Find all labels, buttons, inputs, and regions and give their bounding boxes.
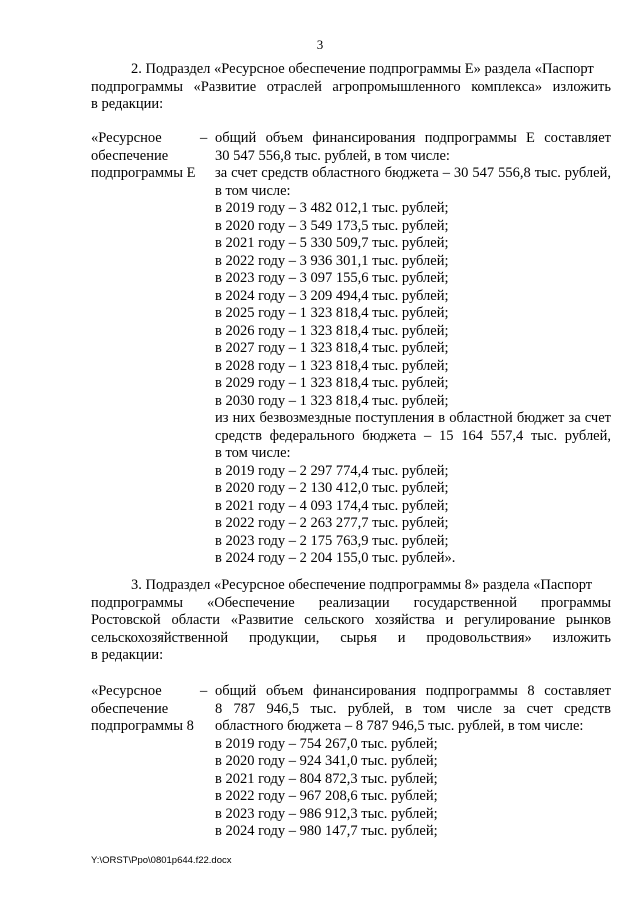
content-line: в 2020 году – 2 130 412,0 тыс. рублей; — [215, 480, 449, 496]
section3-intro-line: 3. Подраздел «Ресурсное обеспечение подпрограммы 8» раздела «Паспорт — [131, 577, 593, 593]
content-line: в 2022 году – 967 208,6 тыс. рублей; — [215, 788, 438, 804]
content-line: в 2019 году – 754 267,0 тыс. рублей; — [215, 735, 438, 752]
content-line: в 2022 году – 3 936 301,1 тыс. рублей; — [215, 252, 449, 269]
section2-intro-line: подпрограммы «Развитие отраслей агропромышленного комплекса» изложить — [91, 78, 611, 95]
section3-label-line: «Ресурсное — [91, 683, 162, 699]
section3-dash: – — [200, 683, 208, 699]
section2-intro-line: 2. Подраздел «Ресурсное обеспечение подпрограммы Е» раздела «Паспорт — [131, 61, 594, 77]
content-line: в том числе: — [215, 182, 291, 199]
section2-label-line: обеспечение — [91, 147, 169, 164]
content-line: в 2019 году – 3 482 012,1 тыс. рублей; — [215, 200, 449, 216]
content-line: в 2028 году – 1 323 818,4 тыс. рублей; — [215, 357, 449, 374]
content-line: 30 547 556,8 тыс. рублей, в том числе: — [215, 147, 450, 164]
content-line: в 2020 году – 924 341,0 тыс. рублей; — [215, 753, 438, 769]
section3-intro — [91, 577, 611, 665]
section3-intro-line: Ростовской области «Развитие сельского хозяйства и регулирование рынков — [91, 612, 611, 628]
content-line: в 2020 году – 3 549 173,5 тыс. рублей; — [215, 217, 449, 234]
section2-dash: – — [200, 130, 208, 146]
content-line: в 2021 году – 804 872,3 тыс. рублей; — [215, 770, 438, 787]
content-line: за счет средств областного бюджета – 30 547 556,8 тыс. рублей, — [215, 165, 611, 181]
content-line: общий объем финансирования подпрограммы Е составляет — [215, 130, 611, 146]
content-line: общий объем финансирования подпрограммы 8 составляет — [215, 683, 611, 699]
content-line: в 2030 году – 1 323 818,4 тыс. рублей; — [215, 392, 449, 409]
content-line: в 2023 году – 986 912,3 тыс. рублей; — [215, 805, 438, 822]
content-line: областного бюджета – 8 787 946,5 тыс. рублей, в том числе: — [215, 718, 584, 734]
page-number: 3 — [316, 37, 324, 52]
section3-content — [215, 683, 611, 841]
content-line: в 2024 году – 3 209 494,4 тыс. рублей; — [215, 287, 449, 304]
section3-intro-line: подпрограммы «Обеспечение реализации государственной программы — [91, 594, 611, 611]
content-line: в том числе: — [215, 445, 291, 461]
section3-label-line: обеспечение — [91, 700, 169, 717]
content-line: в 2023 году – 2 175 763,9 тыс. рублей; — [215, 532, 449, 549]
section3-label-line: подпрограммы 8 — [91, 718, 194, 734]
section2-label — [91, 130, 209, 183]
content-line: в 2019 году – 2 297 774,4 тыс. рублей; — [215, 462, 449, 479]
content-line: в 2022 году – 2 263 277,7 тыс. рублей; — [215, 515, 449, 531]
content-line: в 2029 году – 1 323 818,4 тыс. рублей; — [215, 375, 449, 391]
content-line: в 2021 году – 4 093 174,4 тыс. рублей; — [215, 497, 449, 514]
content-line: в 2024 году – 980 147,7 тыс. рублей; — [215, 823, 438, 839]
content-line: из них безвозмездные поступления в областной бюджет за счет — [215, 410, 611, 426]
content-line: в 2023 году – 3 097 155,6 тыс. рублей; — [215, 270, 449, 286]
content-line: в 2024 году – 2 204 155,0 тыс. рублей». — [215, 550, 456, 566]
content-line: в 2026 году – 1 323 818,4 тыс. рублей; — [215, 322, 449, 339]
section3-label — [91, 683, 209, 736]
section2-content — [215, 130, 611, 568]
content-line: в 2027 году – 1 323 818,4 тыс. рублей; — [215, 340, 449, 356]
section2-label-line: подпрограммы Е — [91, 165, 196, 181]
section2-intro-line: в редакции: — [91, 96, 164, 112]
footer-file-path: Y:\ORST\Ppo\0801p644.f22.docx — [91, 855, 232, 866]
section2-intro — [91, 61, 611, 114]
section2-label-line: «Ресурсное — [91, 130, 162, 146]
section3-intro-line: в редакции: — [91, 647, 164, 663]
content-line: средств федерального бюджета – 15 164 557,4 тыс. рублей, — [215, 427, 611, 444]
section3-intro-line: сельскохозяйственной продукции, сырья и продовольствия» изложить — [91, 629, 611, 646]
content-line: в 2021 году – 5 330 509,7 тыс. рублей; — [215, 235, 449, 251]
content-line: 8 787 946,5 тыс. рублей, в том числе за счет средств — [215, 700, 611, 717]
content-line: в 2025 году – 1 323 818,4 тыс. рублей; — [215, 305, 449, 321]
